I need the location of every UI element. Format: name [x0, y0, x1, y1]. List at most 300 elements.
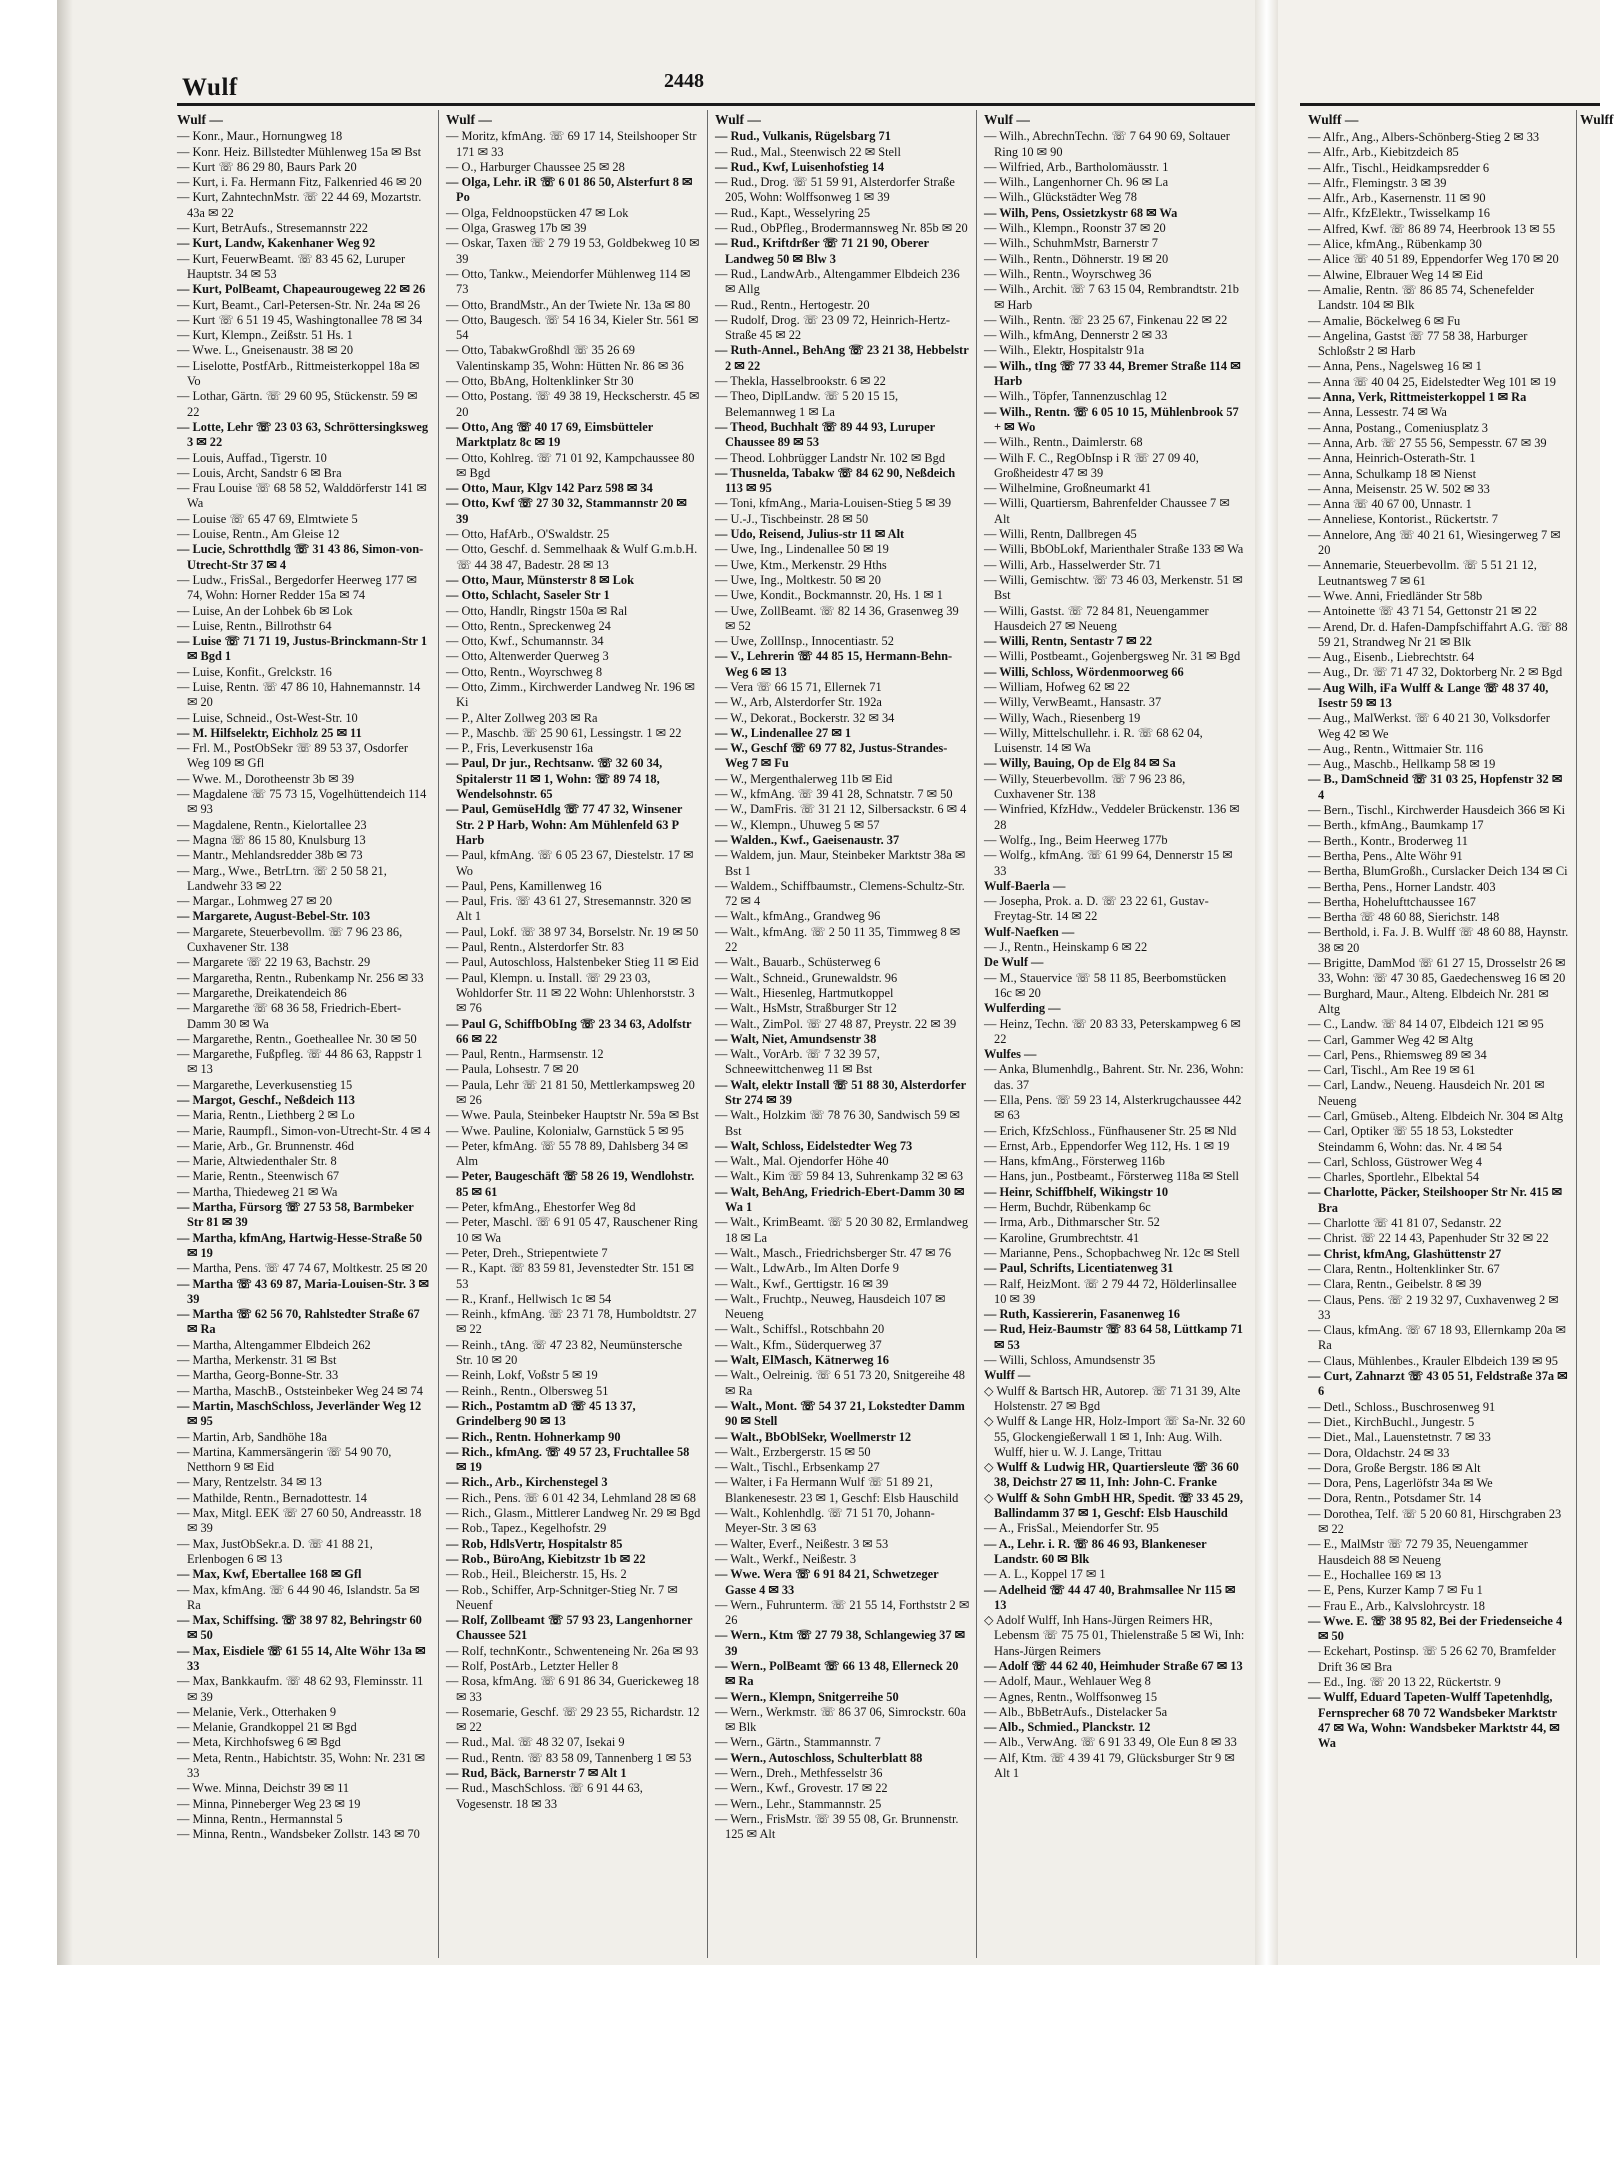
- directory-entry: — Otto, Kwf., Schumannstr. 34: [446, 634, 604, 649]
- directory-entry: — Walter, i Fa Hermann Wulf ☏ 51 89 21, Blankenesestr. 23 ✉ 1, Geschf: Elsb Hauschild: [715, 1475, 959, 1505]
- directory-entry: — Dorothea, Telf. ☏ 5 20 60 81, Hirschgraben 23 ✉ 22: [1308, 1506, 1562, 1537]
- directory-entry: — Alfr., KfzElektr., Twisselkamp 16: [1308, 206, 1490, 221]
- directory-entry: — Willi, Schloss, Wördenmoorweg 66: [984, 664, 1184, 679]
- directory-entry: — Kurt, Beamt., Carl-Petersen-Str. Nr. 24a ✉ 26: [177, 297, 421, 312]
- directory-entry: — Wolfg., kfmAng. ☏ 61 99 64, Dennerstr 15 ✉ 33: [984, 848, 1233, 878]
- directory-entry: — Aug., Eisenb., Liebrechtstr. 64: [1308, 650, 1475, 665]
- directory-entry: — J., Rentn., Heinskamp 6 ✉ 22: [984, 940, 1148, 955]
- directory-entry: — Alfr., Flemingstr. 3 ✉ 39: [1308, 175, 1447, 190]
- directory-entry: — Anna, Heinrich-Osterath-Str. 1: [1308, 451, 1476, 466]
- directory-entry: — Luise ☏ 71 71 19, Justus-Brinckmann-Str 1 ✉ Bgd 1: [177, 634, 428, 664]
- directory-entry: — Martina, Kammersängerin ☏ 54 90 70, Netthorn 9 ✉ Eid: [177, 1444, 392, 1475]
- directory-entry: — Kurt ☏ 6 51 19 45, Washingtonallee 78 ✉ 34: [177, 312, 423, 327]
- directory-entry: — Clara, Rentn., Holtenklinker Str. 67: [1308, 1261, 1500, 1276]
- directory-entry: — Erich, KfzSchloss., Fünfhausener Str. 25 ✉ Nld: [984, 1123, 1237, 1138]
- directory-entry: — Frl. M., PostObSekr ☏ 89 53 37, Osdorfer Weg 109 ✉ Gfl: [177, 741, 408, 771]
- column-heading: Wulff: [1580, 112, 1614, 127]
- directory-entry: — Detl., Schloss., Buschrosenweg 91: [1308, 1399, 1496, 1414]
- directory-entry: — Theod. Lohbrügger Landstr Nr. 102 ✉ Bgd: [715, 450, 946, 465]
- facing-column: [1308, 130, 1570, 1950]
- directory-entry: — Rud., Mal., Steenwisch 22 ✉ Stell: [715, 144, 901, 159]
- directory-entry: — Thusnelda, Tabakw ☏ 84 62 90, Neßdeich 113 ✉ 95: [715, 465, 956, 496]
- directory-entry: — Liselotte, PostfArb., Rittmeisterkoppel 18a ✉ Vo: [177, 358, 420, 389]
- section-heading: Wulferding —: [984, 1001, 1061, 1016]
- directory-entry: — Walt., Fruchtp., Neuweg, Hausdeich 107 ✉ Neueng: [715, 1291, 946, 1322]
- directory-entry: — Paul, Autoschloss, Halstenbeker Stieg 11 ✉ Eid: [446, 955, 699, 970]
- directory-entry: — Burghard, Maur., Alteng. Elbdeich Nr. 281 ✉ Altg: [1308, 986, 1549, 1016]
- directory-entry: — Rud., LandwArb., Altengammer Elbdeich 236 ✉ Allg: [715, 266, 960, 297]
- directory-entry: — Willy, Mittelschullehr. i. R. ☏ 68 62 04, Luisenstr. 14 ✉ Wa: [984, 725, 1203, 756]
- directory-entry: — Josepha, Prok. a. D. ☏ 23 22 61, Gustav-Freytag-Str. 14 ✉ 22: [984, 894, 1209, 924]
- directory-entry: — Heinr, Schiffbhelf, Wikingstr 10: [984, 1184, 1169, 1199]
- directory-entry: — Kurt, PolBeamt, Chapeaurougeweg 22 ✉ 26: [177, 282, 426, 297]
- directory-entry: — A., FrisSal., Meiendorfer Str. 95: [984, 1521, 1159, 1536]
- directory-entry: — Carl, Tischl., Am Ree 19 ✉ 61: [1308, 1063, 1476, 1078]
- directory-entry: — W., Mergenthalerweg 11b ✉ Eid: [715, 771, 893, 786]
- directory-entry: — P., Alter Zollweg 203 ✉ Ra: [446, 710, 598, 725]
- directory-entry: — Alfr., Tischl., Heidkampsredder 6: [1308, 160, 1490, 175]
- directory-entry: — Luise, Schneid., Ost-West-Str. 10: [177, 710, 358, 725]
- directory-entry: — Wilh., Rentn. ☏ 6 05 10 15, Mühlenbrook 57 + ✉ Wo: [984, 404, 1239, 434]
- directory-entry: — Olga, Lehr. iR ☏ 6 01 86 50, Alsterfurt 8 ✉ Po: [446, 175, 693, 205]
- directory-entry: — M., Stauervice ☏ 58 11 85, Beerbomstücken 16c ✉ 20: [984, 970, 1227, 1000]
- directory-entry: — Walt., Holzkim ☏ 78 76 30, Sandwisch 59 ✉ Bst: [715, 1108, 960, 1138]
- directory-entry: — Walt., ZimPol. ☏ 27 48 87, Preystr. 22 ✉ 39: [715, 1016, 957, 1031]
- directory-entry: — Rosemarie, Geschf. ☏ 29 23 55, Richardstr. 12 ✉ 22: [446, 1704, 700, 1735]
- directory-entry: — Martha, Fürsorg ☏ 27 53 58, Barmbeker Str 81 ✉ 39: [177, 1200, 414, 1230]
- directory-entry: — Agnes, Rentn., Wolffsonweg 15: [984, 1689, 1158, 1704]
- directory-entry: — Adolf ☏ 44 62 40, Heimhuder Straße 67 ✉ 13: [984, 1658, 1243, 1673]
- directory-entry: — Anka, Blumenhdlg., Bahrent. Str. Nr. 236, Wohn: das. 37: [984, 1062, 1244, 1092]
- directory-entry: — P., Maschb. ☏ 25 90 61, Lessingstr. 1 ✉ 22: [446, 725, 682, 740]
- directory-entry: — W., Klempn., Uhuweg 5 ✉ 57: [715, 817, 880, 832]
- directory-entry: — Otto, Schlacht, Saseler Str 1: [446, 588, 610, 603]
- directory-entry: — Christ, kfmAng, Glashüttenstr 27: [1308, 1246, 1502, 1261]
- directory-entry: — Paula, Lehr ☏ 21 81 50, Mettlerkampsweg 20 ✉ 26: [446, 1077, 695, 1107]
- directory-entry: — Otto, Altenwerder Querweg 3: [446, 649, 609, 664]
- directory-entry: — Margot, Geschf., Neßdeich 113: [177, 1093, 355, 1107]
- directory-entry: — Ruth-Annel., BehAng ☏ 23 21 38, Hebbelstr 2 ✉ 22: [715, 343, 969, 373]
- section-heading: De Wulf —: [984, 955, 1044, 970]
- directory-entry: — Walt, BehAng, Friedrich-Ebert-Damm 30 ✉ Wa 1: [715, 1184, 965, 1215]
- directory-entry: — Louise, Rentn., Am Gleise 12: [177, 527, 340, 542]
- directory-entry: — Paula, Lohsestr. 7 ✉ 20: [446, 1062, 579, 1077]
- directory-entry: — Rud., Kwf, Luisenhofstieg 14: [715, 159, 885, 174]
- running-head: Wulf: [182, 74, 238, 101]
- directory-entry: — Wern., Fuhrunterm. ☏ 21 55 14, Forthststr 2 ✉ 26: [715, 1597, 970, 1628]
- directory-entry: — Otto, Maur, Münsterstr 8 ✉ Lok: [446, 572, 634, 587]
- section-heading: Wulfes —: [984, 1047, 1037, 1062]
- directory-entry: — Walt., Schneid., Grunewaldstr. 96: [715, 970, 898, 985]
- directory-entry: — Aug., MalWerkst. ☏ 6 40 21 30, Volksdorfer Weg 42 ✉ We: [1308, 711, 1550, 741]
- directory-entry: — Peter, Baugeschäft ☏ 58 26 19, Wendlohstr. 85 ✉ 61: [446, 1169, 695, 1199]
- directory-entry: — Rich., Postamtm aD ☏ 45 13 37, Grindelberg 90 ✉ 13: [446, 1398, 636, 1429]
- directory-entry: — Wilh., Klempn., Roonstr 37 ✉ 20: [984, 221, 1166, 236]
- column-heading: Wulf —: [446, 112, 492, 127]
- directory-entry: — Paul, Dr jur., Rechtsanw. ☏ 32 60 34, Spitalerstr 11 ✉ 1, Wohn: ☏ 89 74 18, Wendelsohnstr. 65: [446, 756, 663, 802]
- directory-entry: — Margarethe, Fußpfleg. ☏ 44 86 63, Rappstr 1 ✉ 13: [177, 1047, 423, 1077]
- column-4: [984, 112, 1246, 1957]
- directory-entry: — Magdalene ☏ 75 73 15, Vogelhüttendeich 114 ✉ 93: [177, 787, 427, 817]
- directory-entry: — Dora, Pens, Lagerlöfstr 34a ✉ We: [1308, 1476, 1493, 1491]
- directory-entry: — Otto, TabakwGroßhdl ☏ 35 26 69 Valentinskamp 35, Wohn: Hütten Nr. 86 ✉ 36: [446, 343, 684, 373]
- directory-entry: — Theod, Buchhalt ☏ 89 44 93, Luruper Chaussee 89 ✉ 53: [715, 419, 935, 450]
- directory-entry: — Melanie, Grandkoppel 21 ✉ Bgd: [177, 1720, 357, 1735]
- directory-entry: — Willi, Gemischtw. ☏ 73 46 03, Merkenstr. 51 ✉ Bst: [984, 572, 1243, 603]
- directory-entry: — Anna ☏ 40 04 25, Eidelstedter Weg 101 ✉ 19: [1308, 374, 1556, 389]
- directory-entry: — Wwe. L., Gneisenaustr. 38 ✉ 20: [177, 343, 354, 358]
- directory-entry: — Paul G, SchiffbObIng ☏ 23 34 63, Adolfstr 66 ✉ 22: [446, 1016, 692, 1046]
- directory-entry: — Wern., Werkmstr. ☏ 86 37 06, Simrockstr. 60a ✉ Blk: [715, 1704, 966, 1735]
- directory-entry: — Max, kfmAng. ☏ 6 44 90 46, Islandstr. 5a ✉ Ra: [177, 1582, 420, 1612]
- directory-entry: — Minna, Rentn., Wandsbeker Zollstr. 143 ✉ 70: [177, 1827, 420, 1842]
- directory-entry: — Walt., Schiffsl., Rotschbahn 20: [715, 1322, 885, 1337]
- directory-entry: — Wern., Autoschloss, Schulterblatt 88: [715, 1750, 923, 1765]
- directory-entry: — Otto, Rentn., Woyrschweg 8: [446, 664, 603, 679]
- directory-entry: — Meta, Kirchhofsweg 6 ✉ Bgd: [177, 1735, 341, 1750]
- directory-entry: — Rud., MaschSchloss. ☏ 6 91 44 63, Vogesenstr. 18 ✉ 33: [446, 1781, 643, 1811]
- directory-entry: — Dora, Rentn., Potsdamer Str. 14: [1308, 1491, 1482, 1506]
- directory-entry: — Diet., Mal., Lauenstetnstr. 7 ✉ 33: [1308, 1430, 1491, 1445]
- directory-entry: — Ed., Ing. ☏ 20 13 22, Rückertstr. 9: [1308, 1674, 1501, 1689]
- directory-entry: — W., kfmAng. ☏ 39 41 28, Schnatstr. 7 ✉ 50: [715, 787, 953, 802]
- directory-entry: — Walt., BbOblSekr, Woellmerstr 12: [715, 1429, 912, 1444]
- directory-entry: — Diet., KirchBuchl., Jungestr. 5: [1308, 1414, 1475, 1429]
- directory-entry: — Wilfried, Arb., Bartholomäusstr. 1: [984, 159, 1169, 174]
- directory-entry: — Winfried, KfzHdw., Veddeler Brückenstr. 136 ✉ 28: [984, 802, 1240, 832]
- directory-entry: — Bertha, Pens., Horner Landstr. 403: [1308, 879, 1496, 894]
- directory-entry: — Martha, Thiedeweg 21 ✉ Wa: [177, 1184, 338, 1199]
- directory-entry: — Anna, Arb. ☏ 27 55 56, Sempesstr. 67 ✉ 39: [1308, 435, 1547, 450]
- directory-entry: — O., Harburger Chaussee 25 ✉ 28: [446, 159, 625, 174]
- directory-entry: — Ludw., FrisSal., Bergedorfer Heerweg 177 ✉ 74, Wohn: Horner Redder 15a ✉ 74: [177, 572, 417, 603]
- directory-entry: — Luise, Rentn. ☏ 47 86 10, Hahnemannstr. 14 ✉ 20: [177, 679, 421, 710]
- directory-entry: — Luise, An der Lohbek 6b ✉ Lok: [177, 603, 353, 618]
- directory-entry: — Otto, HafArb., O'Swaldstr. 25: [446, 527, 610, 542]
- directory-entry: — Louise ☏ 65 47 69, Elmtwiete 5: [177, 511, 358, 526]
- directory-entry: — Minna, Pinneberger Weg 23 ✉ 19: [177, 1796, 361, 1811]
- directory-entry: — Peter, kfmAng. ☏ 55 78 89, Dahlsberg 34 ✉ Alm: [446, 1138, 688, 1169]
- directory-entry: — Martha ☏ 62 56 70, Rahlstedter Straße 67 ✉ Ra: [177, 1307, 420, 1337]
- directory-entry: — Oskar, Taxen ☏ 2 79 19 53, Goldbekweg 10 ✉ 39: [446, 236, 700, 266]
- directory-entry: — Kurt, ZahntechnMstr. ☏ 22 44 69, Mozartstr. 43a ✉ 22: [177, 190, 422, 220]
- directory-entry: — Otto, Handlr, Ringstr 150a ✉ Ral: [446, 603, 628, 618]
- directory-entry: — E, Pens, Kurzer Kamp 7 ✉ Fu 1: [1308, 1583, 1483, 1598]
- directory-entry: — A., Lehr. i. R. ☏ 86 46 93, Blankeneser Landstr. 60 ✉ Blk: [984, 1536, 1207, 1566]
- page-shadow: [57, 0, 73, 1965]
- directory-entry: — R., Kapt. ☏ 83 59 81, Jevenstedter Str. 151 ✉ 53: [446, 1261, 694, 1291]
- directory-entry: — Max, Schiffsing. ☏ 38 97 82, Behringstr 60 ✉ 50: [177, 1613, 422, 1643]
- directory-entry: — Marie, Rentn., Steenwisch 67: [177, 1169, 340, 1184]
- directory-entry: — Willi, Postbeamt., Gojenbergsweg Nr. 31 ✉ Bgd: [984, 649, 1241, 664]
- column-divider: [438, 110, 439, 1958]
- column-heading: Wulf —: [715, 112, 761, 127]
- directory-entry: — Rud., Kriftdrßer ☏ 71 21 90, Oberer Landweg 50 ✉ Blw 3: [715, 236, 929, 266]
- directory-entry: — Martha, MaschB., Oststeinbeker Weg 24 ✉ 74: [177, 1383, 423, 1398]
- directory-entry: — Rolf, Zollbeamt ☏ 57 93 23, Langenhorner Chaussee 521: [446, 1613, 693, 1643]
- directory-entry: — Wern., PolBeamt ☏ 66 13 48, Ellerneck 20 ✉ Ra: [715, 1658, 959, 1689]
- directory-entry: — Adolf, Maur., Wehlauer Weg 8: [984, 1674, 1151, 1689]
- directory-entry: — Reinh., kfmAng. ☏ 23 71 78, Humboldtstr. 27 ✉ 22: [446, 1307, 697, 1337]
- directory-entry: — William, Hofweg 62 ✉ 22: [984, 679, 1130, 694]
- directory-entry: — Rud., Mal. ☏ 48 32 07, Isekai 9: [446, 1735, 625, 1750]
- directory-entry: — Reinh, Lokf, Voßstr 5 ✉ 19: [446, 1368, 598, 1383]
- directory-entry: — Walt., Kfm., Süderquerweg 37: [715, 1337, 882, 1352]
- directory-entry: — Willi, BbObLokf, Marienthaler Straße 133 ✉ Wa: [984, 542, 1244, 557]
- directory-entry: — Reinh., tAng. ☏ 47 23 82, Neumünstersche Str. 10 ✉ 20: [446, 1337, 683, 1368]
- directory-entry: — E., MalMstr ☏ 72 79 35, Neuengammer Hausdeich 88 ✉ Neueng: [1308, 1537, 1528, 1567]
- directory-entry: — Melanie, Verk., Otterhaken 9: [177, 1704, 337, 1719]
- directory-entry: — Max, Eisdiele ☏ 61 55 14, Alte Wöhr 13a ✉ 33: [177, 1643, 426, 1673]
- directory-entry: — Berth., Kontr., Broderweg 11: [1308, 833, 1468, 848]
- directory-entry: — Clara, Rentn., Geibelstr. 8 ✉ 39: [1308, 1277, 1482, 1292]
- directory-entry: — W., Geschf ☏ 69 77 82, Justus-Strandes-Weg 7 ✉ Fu: [715, 741, 948, 771]
- directory-entry: — Walt, Niet, Amundsenstr 38: [715, 1031, 877, 1046]
- column-3: [715, 112, 970, 1957]
- directory-entry: — Wilh., Langenhorner Ch. 96 ✉ La: [984, 175, 1169, 190]
- directory-entry: — Louis, Auffad., Tigerstr. 10: [177, 450, 327, 465]
- directory-entry: — Waldem., Schiffbaumstr., Clemens-Schultz-Str. 72 ✉ 4: [715, 878, 965, 909]
- directory-entry: — Paul, Pens, Kamillenweg 16: [446, 878, 602, 893]
- directory-entry: — Wilh., SchuhmMstr, Barnerstr 7: [984, 236, 1158, 251]
- directory-entry: — Alice ☏ 40 51 89, Eppendorfer Weg 170 ✉ 20: [1308, 252, 1559, 267]
- directory-entry: — B., DamSchneid ☏ 31 03 25, Hopfenstr 32 ✉ 4: [1308, 772, 1563, 802]
- directory-entry: — Walt., HsMstr, Straßburger Str 12: [715, 1001, 897, 1016]
- directory-entry: — Luise, Rentn., Billrothstr 64: [177, 618, 332, 633]
- directory-entry: — Rud, Bäck, Barnerstr 7 ✉ Alt 1: [446, 1766, 627, 1781]
- directory-entry: — Otto, Tankw., Meiendorfer Mühlenweg 114 ✉ 73: [446, 266, 691, 297]
- directory-entry: — Carl, Gammer Weg 42 ✉ Altg: [1308, 1032, 1474, 1047]
- directory-entry: — Brigitte, DamMod ☏ 61 27 15, Drosselstr 26 ✉ 33, Wohn: ☏ 47 30 85, Gaedechensweg 16 ✉ 20: [1308, 956, 1566, 986]
- directory-entry: — Alice, kfmAng., Rübenkamp 30: [1308, 237, 1482, 252]
- directory-entry: — Meta, Rentn., Habichtstr. 35, Wohn: Nr. 231 ✉ 33: [177, 1750, 425, 1781]
- directory-entry: — Wilh., Rentn., Daimlerstr. 68: [984, 435, 1143, 450]
- directory-entry: — Paul, Rentn., Alsterdorfer Str. 83: [446, 940, 624, 955]
- directory-entry: — Frau Louise ☏ 68 58 52, Walddörferstr 141 ✉ Wa: [177, 481, 427, 511]
- directory-entry: — Adelheid ☏ 44 47 40, Brahmsallee Nr 115 ✉ 13: [984, 1582, 1236, 1612]
- directory-entry: — Walden., Kwf., Gaeisenaustr. 37: [715, 832, 900, 847]
- directory-entry: — Wwe. M., Dorotheenstr 3b ✉ 39: [177, 771, 355, 786]
- directory-entry: — Anna, Postang., Comeniusplatz 3: [1308, 420, 1488, 435]
- directory-entry: — Walt., Oelreinig. ☏ 6 51 73 20, Snitgereihe 48 ✉ Ra: [715, 1368, 965, 1398]
- directory-entry: — Otto, Maur, Klgv 142 Parz 598 ✉ 34: [446, 481, 653, 496]
- directory-entry: — Anna, Meisenstr. 25 W. 502 ✉ 33: [1308, 481, 1490, 496]
- directory-entry: — Uwe, ZollBeamt. ☏ 82 14 36, Grasenweg 39 ✉ 52: [715, 603, 959, 633]
- directory-entry: — Irma, Arb., Dithmarscher Str. 52: [984, 1215, 1160, 1230]
- directory-entry: — Antoinette ☏ 43 71 54, Gettonstr 21 ✉ 22: [1308, 604, 1537, 619]
- directory-entry: — Rudolf, Drog. ☏ 23 09 72, Heinrich-Hertz-Straße 45 ✉ 22: [715, 312, 951, 343]
- directory-entry: — Lothar, Gärtn. ☏ 29 60 95, Stückenstr. 59 ✉ 22: [177, 389, 418, 419]
- directory-entry: — Louis, Archt, Sandstr 6 ✉ Bra: [177, 465, 342, 480]
- directory-entry: — Margarethe, Leverkusenstieg 15: [177, 1077, 353, 1092]
- directory-entry: — Alf, Ktm. ☏ 4 39 41 79, Glücksburger Str 9 ✉ Alt 1: [984, 1750, 1235, 1781]
- directory-entry: — Walt., VorArb. ☏ 7 32 39 57, Schneewittchenweg 11 ✉ Bst: [715, 1047, 880, 1077]
- directory-entry: — Marg., Wwe., BetrLtrn. ☏ 2 50 58 21, Landwehr 33 ✉ 22: [177, 863, 387, 893]
- directory-entry: — Alfr., Arb., Kiebitzdeich 85: [1308, 145, 1459, 160]
- column-divider: [976, 110, 977, 1958]
- header-rule: [177, 103, 1297, 106]
- directory-entry: — Claus, Pens. ☏ 2 19 32 97, Cuxhavenweg 2 ✉ 33: [1308, 1292, 1559, 1322]
- directory-entry: — Margarethe, Rentn., Goetheallee Nr. 30 ✉ 50: [177, 1031, 417, 1046]
- column-heading: Wulf —: [984, 112, 1030, 127]
- directory-entry: — Martha, Pens. ☏ 47 74 67, Moltkestr. 25 ✉ 20: [177, 1261, 428, 1276]
- directory-entry: — Carl, Optiker ☏ 55 18 53, Lokstedter Steindamm 6, Wohn: das. Nr. 4 ✉ 54: [1308, 1124, 1514, 1154]
- directory-entry: — Alfr., Arb., Kasernenstr. 11 ✉ 90: [1308, 191, 1486, 206]
- directory-entry: — Wilh F. C., RegObInsp i R ☏ 27 09 40, Großheidestr 47 ✉ 39: [984, 450, 1199, 480]
- directory-entry: — Walt, Schloss, Eidelstedter Weg 73: [715, 1138, 913, 1153]
- directory-entry: — Wilh., Archit. ☏ 7 63 15 04, Rembrandtstr. 21b ✉ Harb: [984, 282, 1239, 312]
- directory-entry: — Wilh, Pens, Ossietzkystr 68 ✉ Wa: [984, 205, 1178, 220]
- directory-entry: — Martha ☏ 43 69 87, Maria-Louisen-Str. 3 ✉ 39: [177, 1276, 429, 1306]
- directory-entry: — Wwe. Minna, Deichstr 39 ✉ 11: [177, 1781, 350, 1796]
- directory-entry: — Carl, Pens., Rhiemsweg 89 ✉ 34: [1308, 1047, 1487, 1062]
- directory-entry: — Bern., Tischl., Kirchwerder Hausdeich 366 ✉ Ki: [1308, 803, 1566, 818]
- directory-entry: — Maria, Rentn., Liethberg 2 ✉ Lo: [177, 1108, 355, 1123]
- directory-entry: — Anna, Schulkamp 18 ✉ Nienst: [1308, 466, 1477, 481]
- directory-entry: — Thekla, Hasselbrookstr. 6 ✉ 22: [715, 374, 886, 389]
- page-gutter: [1255, 0, 1278, 1965]
- directory-entry: — Luise, Konfit., Grelckstr. 16: [177, 664, 332, 679]
- directory-entry: — Margaretha, Rentn., Rubenkamp Nr. 256 ✉ 33: [177, 970, 424, 985]
- directory-entry: — Wwe. Paula, Steinbeker Hauptstr Nr. 59a ✉ Bst: [446, 1108, 699, 1123]
- directory-entry: — Hans, jun., Postbeamt., Försterweg 118a ✉ Stell: [984, 1169, 1239, 1184]
- directory-entry: — Rich., Arb., Kirchenstegel 3: [446, 1475, 608, 1490]
- directory-entry: — Charles, Sportlehr., Elbektal 54: [1308, 1170, 1480, 1185]
- directory-entry: — Martin, MaschSchloss, Jeverländer Weg 12 ✉ 95: [177, 1398, 422, 1429]
- directory-entry: ◇ Wulff & Lange HR, Holz-Import ☏ Sa-Nr. 32 60 55, Glockengießerwall 1 ✉ 1, Inh: Aug. Wilh. Wulff, hier u. W. J. Lange, Trittau: [984, 1414, 1246, 1459]
- directory-entry: — Rob., Heil., Bleicherstr. 15, Hs. 2: [446, 1567, 627, 1582]
- directory-entry: — Walt., Masch., Friedrichsberger Str. 47 ✉ 76: [715, 1245, 952, 1260]
- directory-entry: — Bertha, Pens., Alte Wöhr 91: [1308, 848, 1463, 863]
- directory-entry: — Angelina, Gastst ☏ 77 58 38, Harburger Schloßstr 2 ✉ Harb: [1308, 328, 1528, 359]
- directory-entry: — Walt, ElMasch, Kätnerweg 16: [715, 1353, 889, 1368]
- directory-entry: — Lotte, Lehr ☏ 23 03 63, Schröttersingksweg 3 ✉ 22: [177, 419, 429, 450]
- directory-entry: — Willy, Wach., Riesenberg 19: [984, 710, 1141, 725]
- directory-entry: — Marie, Raumpfl., Simon-von-Utrecht-Str. 4 ✉ 4: [177, 1123, 431, 1138]
- directory-entry: — Wilh., Glückstädter Weg 78: [984, 190, 1137, 205]
- column-heading: Wulff —: [1308, 112, 1359, 127]
- directory-entry: — Minna, Rentn., Hermannstal 5: [177, 1811, 343, 1826]
- directory-entry: — Rich., kfmAng. ☏ 49 57 23, Fruchtallee 58 ✉ 19: [446, 1444, 690, 1475]
- directory-entry: — Martha, Altengammer Elbdeich 262: [177, 1337, 371, 1352]
- directory-entry: — Paul, kfmAng. ☏ 6 05 23 67, Diestelstr. 17 ✉ Wo: [446, 848, 694, 878]
- directory-entry: — Amalie, Böckelweg 6 ✉ Fu: [1308, 313, 1461, 328]
- directory-entry: — Paul, Schrifts, Licentiatenweg 31: [984, 1261, 1174, 1276]
- directory-entry: — Arend, Dr. d. Hafen-Dampfschiffahrt A.G. ☏ 88 59 21, Strandweg Nr 21 ✉ Blk: [1308, 619, 1568, 649]
- directory-entry: — Rob., Schiffer, Arp-Schnitger-Stieg Nr. 7 ✉ Neuenf: [446, 1582, 678, 1612]
- directory-entry: — Claus, Mühlenbes., Krauler Elbdeich 139 ✉ 95: [1308, 1353, 1558, 1368]
- directory-entry: — Wilh., kfmAng, Dennerstr 2 ✉ 33: [984, 328, 1168, 343]
- directory-entry: — Magdalene, Rentn., Kielortallee 23: [177, 817, 367, 832]
- directory-entry: — V., Lehrerin ☏ 44 85 15, Hermann-Behn-Weg 6 ✉ 13: [715, 649, 953, 679]
- directory-entry: — Dora, Große Bergstr. 186 ✉ Alt: [1308, 1460, 1481, 1475]
- directory-entry: — Rosa, kfmAng. ☏ 6 91 86 34, Guerickeweg 18 ✉ 33: [446, 1674, 699, 1704]
- directory-entry: — Willi, Rentn, Sentastr 7 ✉ 22: [984, 634, 1153, 649]
- directory-entry: — Ralf, HeizMont. ☏ 2 79 44 72, Hölderlinsallee 10 ✉ 39: [984, 1276, 1237, 1306]
- directory-entry: — Rud., ObPfleg., Brodermannsweg Nr. 85b ✉ 20: [715, 221, 968, 236]
- directory-entry: — Paul, Lokf. ☏ 38 97 34, Borselstr. Nr. 19 ✉ 50: [446, 924, 699, 939]
- directory-entry: — Anneliese, Kontorist., Rückertstr. 7: [1308, 512, 1498, 527]
- facing-page: [1278, 0, 1614, 1965]
- directory-entry: — Kurt, BetrAufs., Stresemannstr 222: [177, 221, 368, 236]
- directory-entry: — Moritz, kfmAng. ☏ 69 17 14, Steilshooper Str 171 ✉ 33: [446, 129, 697, 159]
- directory-entry: — Max, Bankkaufm. ☏ 48 62 93, Fleminsstr. 11 ✉ 39: [177, 1674, 424, 1704]
- directory-entry: — Marie, Altwiedenthaler Str. 8: [177, 1154, 337, 1169]
- directory-entry: — Walt., KrimBeamt. ☏ 5 20 30 82, Ermlandweg 18 ✉ La: [715, 1215, 969, 1245]
- directory-entry: — Wern., Dreh., Methfesselstr 36: [715, 1766, 883, 1781]
- directory-entry: — Alb., Schmied., Planckstr. 12: [984, 1720, 1151, 1735]
- directory-entry: — Wwe. Anni, Friedländer Str 58b: [1308, 588, 1483, 603]
- directory-entry: — Kurt, i. Fa. Hermann Fitz, Falkenried 46 ✉ 20: [177, 175, 422, 190]
- directory-entry: — Margar., Lohmweg 27 ✉ 20: [177, 894, 333, 909]
- directory-entry: — Anna, Lessestr. 74 ✉ Wa: [1308, 405, 1447, 420]
- directory-entry: — Toni, kfmAng., Maria-Louisen-Stieg 5 ✉ 39: [715, 496, 952, 511]
- directory-entry: — Rud., Vulkanis, Rügelsbarg 71: [715, 129, 891, 144]
- directory-entry: — Aug., Maschb., Hellkamp 58 ✉ 19: [1308, 757, 1496, 772]
- directory-entry: — Olga, Feldnoopstücken 47 ✉ Lok: [446, 205, 629, 220]
- directory-entry: — Walt., Erzbergerstr. 15 ✉ 50: [715, 1444, 871, 1459]
- directory-entry: — Wilh., Töpfer, Tannenzuschlag 12: [984, 389, 1167, 404]
- directory-entry: — W., DamFris. ☏ 31 21 12, Silbersackstr. 6 ✉ 4: [715, 802, 967, 817]
- directory-entry: — Walt., kfmAng., Grandweg 96: [715, 909, 881, 924]
- directory-entry: — Frau E., Arb., Kalvslohrcystr. 18: [1308, 1598, 1485, 1613]
- directory-entry: — Kurt, Klempn., Zeißstr. 51 Hs. 1: [177, 328, 353, 343]
- directory-entry: — Berth., kfmAng., Baumkamp 17: [1308, 818, 1484, 833]
- column-divider: [707, 110, 708, 1958]
- directory-entry: — Heinz, Techn. ☏ 20 83 33, Peterskampweg 6 ✉ 22: [984, 1016, 1241, 1046]
- section-heading: Wulf-Baerla —: [984, 878, 1066, 893]
- directory-entry: — Kurt, Landw, Kakenhaner Weg 92: [177, 236, 376, 251]
- directory-entry: — Walt., Tischl., Erbsenkamp 27: [715, 1460, 880, 1475]
- directory-entry: — Mantr., Mehlandsredder 38b ✉ 73: [177, 848, 363, 863]
- directory-entry: — E., Hochallee 169 ✉ 13: [1308, 1567, 1442, 1582]
- directory-entry: — Rolf, technKontr., Schwenteneing Nr. 26a ✉ 93: [446, 1643, 699, 1658]
- directory-entry: — Alfr., Ang., Albers-Schönberg-Stieg 2 ✉ 33: [1308, 130, 1540, 144]
- directory-entry: — Eckehart, Postinsp. ☏ 5 26 62 70, Bramfelder Drift 36 ✉ Bra: [1308, 1644, 1556, 1674]
- directory-entry: — Rich., Glasm., Mittlerer Landweg Nr. 29 ✉ Bgd: [446, 1506, 701, 1521]
- directory-entry: ◇ Wulff & Sohn GmbH HR, Spedit. ☏ 33 45 29, Ballindamm 37 ✉ 1, Geschf: Elsb Hauschild: [984, 1490, 1243, 1521]
- directory-entry: — Otto, Baugesch. ☏ 54 16 34, Kieler Str. 561 ✉ 54: [446, 312, 699, 343]
- directory-entry: — Walt, elektr Install ☏ 51 88 30, Alsterdorfer Str 274 ✉ 39: [715, 1077, 966, 1107]
- directory-entry: — Peter, Dreh., Striepentwiete 7: [446, 1245, 608, 1260]
- directory-entry: — Amalie, Rentn. ☏ 86 85 74, Schenefelder Landstr. 104 ✉ Blk: [1308, 282, 1535, 313]
- directory-entry: — Wulff, Eduard Tapeten-Wulff Tapetenhdlg, Fernsprecher 68 70 72 Wandsbeker Marktstr 47 ✉ Wa, Wohn: Wandsbeker Marktstr 44, ✉ Wa: [1308, 1690, 1560, 1751]
- section-heading: Wulf-Naefken —: [984, 924, 1075, 939]
- directory-entry: — Otto, BrandMstr., An der Twiete Nr. 13a ✉ 80: [446, 297, 691, 312]
- directory-entry: — A. L., Koppel 17 ✉ 1: [984, 1567, 1106, 1582]
- directory-entry: — Otto, Zimm., Kirchwerder Landweg Nr. 196 ✉ Ki: [446, 679, 695, 710]
- column-heading: Wulf —: [177, 112, 223, 127]
- directory-entry: — Rud., Drog. ☏ 51 59 91, Alsterdorfer Straße 205, Wohn: Wolffsonweg 1 ✉ 39: [715, 175, 955, 205]
- directory-entry: — Paul, Klempn. u. Install. ☏ 29 23 03, Wohldorfer Str. 11 ✉ 22 Wohn: Uhlenhorststr. 3 ✉ 76: [446, 970, 695, 1016]
- directory-entry: — Wern., Klempn, Snitgerreihe 50: [715, 1689, 899, 1704]
- directory-entry: — Wilh., Rentn., Woyrschweg 36: [984, 266, 1152, 281]
- directory-entry: — Uwe, Ktm., Merkenstr. 29 Hths: [715, 557, 887, 572]
- directory-entry: — Vera ☏ 66 15 71, Ellernek 71: [715, 679, 882, 694]
- directory-entry: — Wilh., tIng ☏ 77 33 44, Bremer Straße 114 ✉ Harb: [984, 358, 1241, 389]
- directory-entry: — Annemarie, Steuerbevollm. ☏ 5 51 21 12, Leutnantsweg 7 ✉ 61: [1308, 558, 1537, 588]
- directory-entry: — W., Arb, Alsterdorfer Str. 192a: [715, 695, 882, 710]
- directory-entry: — Uwe, Kondit., Bockmannstr. 20, Hs. 1 ✉ 1: [715, 588, 943, 603]
- directory-entry: — Willy, Bauing, Op de Elg 84 ✉ Sa: [984, 756, 1176, 771]
- directory-entry: — Carl, Landw., Neueng. Hausdeich Nr. 201 ✉ Neueng: [1308, 1078, 1545, 1108]
- directory-entry: — Willy, Steuerbevollm. ☏ 7 96 23 86, Cuxhavener Str. 138: [984, 771, 1186, 802]
- directory-entry: — Claus, kfmAng. ☏ 67 18 93, Ellernkamp 20a ✉ Ra: [1308, 1323, 1566, 1353]
- directory-entry: — Alfred, Kwf. ☏ 86 89 74, Heerbrook 13 ✉ 55: [1308, 221, 1556, 236]
- directory-entry: — Rud., Kapt., Wesselyring 25: [715, 205, 871, 220]
- directory-entry: — Otto, Kohlreg. ☏ 71 01 92, Kampchaussee 80 ✉ Bgd: [446, 450, 695, 480]
- header-rule: [1300, 103, 1600, 106]
